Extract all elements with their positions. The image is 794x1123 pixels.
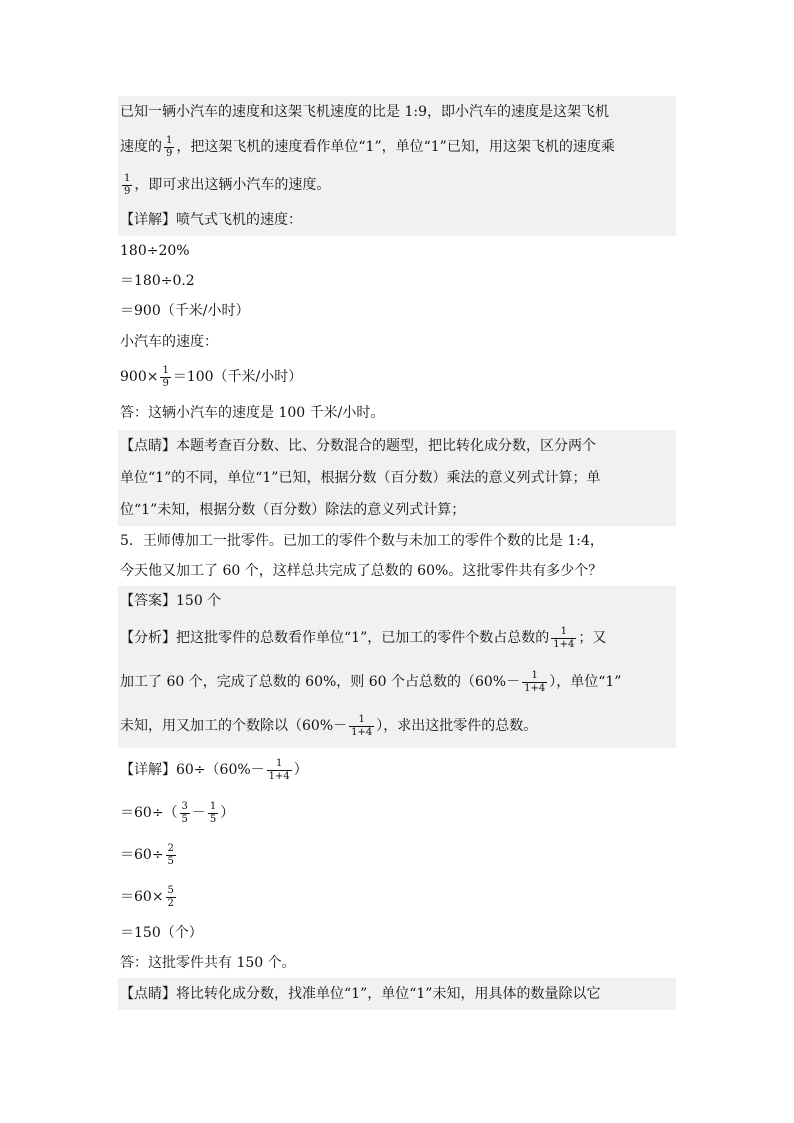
document-page <box>118 96 676 1010</box>
fraction <box>551 626 576 651</box>
text: 【详解】60÷（60%－ <box>120 762 265 778</box>
answer-heading <box>118 586 676 616</box>
text: ） <box>220 805 235 821</box>
text: 【分析】把这批零件的总数看作单位“1”，已加工的零件个数占总数的 <box>120 630 550 646</box>
text: ＝100（千米/小时） <box>172 369 303 385</box>
denominator: 1+4 <box>351 726 373 738</box>
answer-line <box>118 396 676 430</box>
calc-line <box>118 296 676 326</box>
text: ），单位“1” <box>549 674 622 690</box>
text: 答：这批零件共有 150 个。 <box>120 955 296 971</box>
text: 喷气式飞机的速度： <box>176 212 302 228</box>
calc-line <box>118 834 676 876</box>
point-line-1 <box>118 430 676 462</box>
text: ＝60÷（ <box>120 805 178 821</box>
text: － <box>191 805 206 821</box>
numerator: 1 <box>162 364 169 376</box>
analysis-line-1 <box>118 96 676 128</box>
text: ） <box>293 762 308 778</box>
point-line-2 <box>118 462 676 494</box>
denominator: 9 <box>162 377 169 389</box>
text: 已知一辆小汽车的速度和这架飞机速度的比是 1:9，即小汽车的速度是这架飞机 <box>120 104 609 120</box>
text: 【答案】150 个 <box>120 593 222 609</box>
numerator: 1 <box>209 800 217 812</box>
text: ，把这架飞机的速度看作单位“1”，单位“1”已知，用这架飞机的速度乘 <box>176 139 615 155</box>
calc-line <box>118 266 676 296</box>
denominator: 5 <box>167 855 174 867</box>
point-line <box>118 978 676 1010</box>
calc-line <box>118 326 676 358</box>
text: 单位“1”的不同，单位“1”已知，根据分数（百分数）乘法的意义列式计算；单 <box>120 470 601 486</box>
point-line-3 <box>118 494 676 526</box>
numerator: 1 <box>560 625 567 637</box>
text: 【点睛】将比转化成分数，找准单位“1”，单位“1”未知，用具体的数量除以它 <box>120 986 601 1002</box>
text: ＝150（个） <box>120 925 203 941</box>
answer-line <box>118 948 676 978</box>
fraction <box>166 843 176 868</box>
numerator: 1 <box>276 757 283 769</box>
calc-line <box>118 358 676 396</box>
fraction <box>349 714 374 739</box>
denominator: 1+4 <box>553 638 575 650</box>
denominator: 9 <box>166 147 173 159</box>
analysis-line-2 <box>118 128 676 166</box>
analysis-line-3 <box>118 166 676 204</box>
text: ），求出这批零件的总数。 <box>376 718 538 734</box>
numerator: 2 <box>167 842 174 854</box>
calc-line <box>118 792 676 834</box>
fraction <box>267 758 292 783</box>
text: ，即可求出这辆小汽车的速度。 <box>134 177 331 193</box>
numerator: 1 <box>166 134 173 146</box>
fraction <box>166 885 176 910</box>
text: 今天他又加工了 60 个，这样总共完成了总数的 60%。这批零件共有多少个？ <box>120 563 603 579</box>
analysis-line-3 <box>118 704 676 748</box>
calc-line <box>118 236 676 266</box>
fraction <box>208 801 218 826</box>
calc-line <box>118 748 676 792</box>
denominator: 9 <box>124 185 131 197</box>
text: 900× <box>120 369 159 385</box>
text: 未知，用又加工的个数除以（60%－ <box>120 718 348 734</box>
text: ＝900（千米/小时） <box>120 303 250 319</box>
fraction <box>160 365 170 390</box>
denominator: 5 <box>181 813 188 825</box>
numerator: 1 <box>531 669 538 681</box>
text: ＝60× <box>120 889 164 905</box>
numerator: 1 <box>358 713 365 725</box>
text: ＝60÷ <box>120 847 164 863</box>
question-line-1 <box>118 526 676 556</box>
numerator: 3 <box>181 800 188 812</box>
denominator: 5 <box>209 813 217 825</box>
denominator: 2 <box>167 897 174 909</box>
text: 加工了 60 个，完成了总数的 60%，则 60 个占总数的（60%－ <box>120 674 521 690</box>
question-line-2 <box>118 556 676 586</box>
text: 小汽车的速度： <box>120 334 218 350</box>
text: 180÷20% <box>120 243 190 259</box>
denominator: 1+4 <box>268 770 290 782</box>
text: 位“1”未知，根据分数（百分数）除法的意义列式计算； <box>120 502 466 518</box>
detail-heading <box>118 204 676 236</box>
analysis-line-2 <box>118 660 676 704</box>
text: 5．王师傅加工一批零件。已加工的零件个数与未加工的零件个数的比是 1:4， <box>120 533 604 549</box>
fraction <box>164 135 174 160</box>
text: ；又 <box>578 630 607 646</box>
text: 速度的 <box>120 139 162 155</box>
fraction <box>180 801 190 826</box>
text: 答：这辆小汽车的速度是 100 千米/小时。 <box>120 405 385 421</box>
detail-tag: 【详解】 <box>120 212 176 228</box>
fraction <box>522 670 547 695</box>
numerator: 5 <box>167 884 174 896</box>
numerator: 1 <box>124 172 131 184</box>
calc-line <box>118 918 676 948</box>
analysis-line-1 <box>118 616 676 660</box>
denominator: 1+4 <box>524 682 546 694</box>
text: ＝180÷0.2 <box>120 273 195 289</box>
calc-line <box>118 876 676 918</box>
text: 【点睛】本题考查百分数、比、分数混合的题型，把比转化成分数，区分两个 <box>120 438 596 454</box>
fraction <box>122 173 132 198</box>
